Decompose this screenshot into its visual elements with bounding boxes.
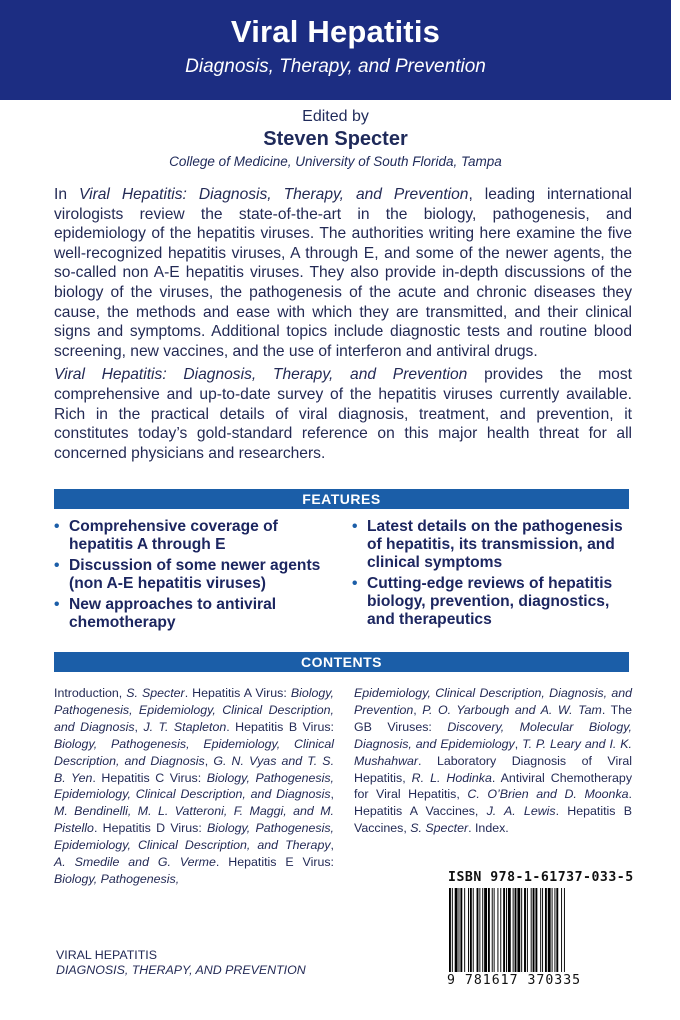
bullet-icon: • — [54, 518, 60, 535]
book-subtitle: Diagnosis, Therapy, and Prevention — [185, 56, 486, 77]
barcode-bar — [564, 888, 565, 972]
barcode-bar — [488, 888, 490, 972]
contents-segment: , — [413, 702, 423, 717]
edited-by-label: Edited by — [302, 108, 369, 125]
barcode-bar — [540, 888, 541, 972]
contents-segment: Epidemiology, Clinical Description, Diagnosis, and Prevention — [354, 686, 632, 717]
contents-segment: . Hepatitis D Virus: — [93, 821, 208, 836]
contents-segment: R. L. Hodinka — [411, 770, 492, 785]
feature-item — [54, 518, 334, 554]
description-paragraph-2 — [54, 365, 632, 463]
barcode-bar — [533, 888, 535, 972]
contents-right-column — [354, 685, 632, 837]
contents-segment: , — [204, 753, 214, 768]
barcode-bar — [449, 888, 451, 972]
isbn-label: ISBN 978-1-61737-033-5 — [448, 870, 634, 885]
p1-prefix: In — [54, 186, 79, 203]
barcode-bar — [503, 888, 505, 972]
barcode-bar — [470, 888, 472, 972]
bullet-icon: • — [54, 596, 60, 613]
description-paragraph-1 — [54, 185, 632, 361]
barcode-bar — [464, 888, 465, 972]
contents-segment: G. N. Vyas and T. S. B. Yen — [54, 753, 335, 785]
feature-item — [352, 575, 632, 629]
feature-item — [54, 596, 334, 632]
barcode-bar — [517, 888, 520, 972]
description — [54, 185, 632, 467]
barcode-bar — [513, 888, 514, 972]
p2-rest: provides the most comprehensive and up-to-date survey of the hepatitis viruses currently available. Rich in the practical details of viral diagnosis, treatment, and prevention, it constitutes today’s gold-standard reference on this major health threat for all concerned physicians and researchers. — [54, 366, 632, 462]
barcode-bar — [508, 888, 511, 972]
contents-segment: P. O. Yarbough and A. W. Tam — [422, 702, 602, 717]
contents-segment: , — [134, 719, 144, 734]
contents-segment: S. Specter — [410, 821, 469, 836]
editor-affiliation: College of Medicine, University of South Florida, Tampa — [169, 154, 502, 169]
feature-text: Latest details on the pathogenesis of hepatitis, its transmission, and clinical symptoms — [367, 518, 623, 571]
contents-left-column — [54, 685, 334, 888]
p2-title: Viral Hepatitis: Diagnosis, Therapy, and Prevention — [54, 366, 468, 384]
feature-text: Discussion of some newer agents (non A-E hepatitis viruses) — [69, 557, 321, 592]
contents-segment: , — [514, 736, 523, 751]
barcode-bar — [561, 888, 562, 972]
barcode-bar — [545, 888, 547, 972]
contents-segment: M. Bendinelli, M. L. Vatteroni, F. Maggi, and M. Pistello — [54, 804, 334, 836]
bullet-icon: • — [352, 575, 358, 592]
contents-segment: C. O’Brien and D. Moonka — [467, 787, 629, 802]
feature-text: Cutting-edge reviews of hepatitis biology, prevention, diagnostics, and therapeutics — [367, 575, 613, 628]
contents-segment: . Hepatitis A Virus: — [184, 686, 291, 700]
barcode-bar — [484, 888, 487, 972]
contents-segment: . Laboratory Diagnosis of Viral Hepatitis, — [354, 753, 632, 785]
barcode-bar — [497, 888, 498, 972]
bullet-icon: • — [54, 557, 60, 574]
barcode-bar — [460, 888, 462, 972]
contents-segment: J. A. Lewis — [486, 804, 556, 819]
contents-segment: Biology, Pathogenesis, Epidemiology, Clinical Description, and Diagnosis — [54, 736, 334, 768]
feature-text: New approaches to antiviral chemotherapy — [69, 596, 277, 631]
contents-segment: , — [330, 787, 334, 802]
barcode — [447, 888, 632, 978]
barcode-bar — [492, 888, 493, 972]
barcode-bar — [527, 888, 528, 972]
barcode-bar — [521, 888, 522, 972]
barcode-bar — [531, 888, 532, 972]
contents-segment: Biology, Pathogenesis, Epidemiology, Clinical Description, and Therapy — [54, 821, 334, 853]
contents-segment: A. Smedile and G. Verme — [54, 855, 216, 870]
contents-segment: . Hepatitis B Virus: — [226, 719, 334, 734]
barcode-bar — [535, 888, 537, 972]
barcode-bar — [479, 888, 480, 972]
feature-item — [352, 518, 632, 572]
contents-segment: . The GB Viruses: — [354, 702, 632, 734]
editor-block — [0, 108, 671, 169]
barcode-bar — [556, 888, 558, 972]
features-left-column — [54, 518, 334, 635]
feature-text: Comprehensive coverage of hepatitis A through E — [69, 518, 278, 553]
contents-segment: Introduction, — [54, 686, 127, 700]
barcode-bar — [482, 888, 483, 972]
footer-line-1: VIRAL HEPATITIS — [56, 948, 157, 962]
barcode-bar — [473, 888, 474, 972]
contents-segment: Discovery, Molecular Biology, Diagnosis, and Epidemiology — [354, 719, 632, 751]
editor-name: Steven Specter — [263, 128, 408, 150]
barcode-bar — [455, 888, 458, 972]
barcode-bar — [494, 888, 495, 972]
barcode-bar — [506, 888, 507, 972]
contents-segment: T. P. Leary and I. K. Mushahwar — [354, 736, 632, 768]
contents-segment: J. T. Stapleton — [143, 719, 227, 734]
contents-segment: . Hepatitis B Vaccines, — [354, 804, 632, 836]
p1-title: Viral Hepatitis: Diagnosis, Therapy, and Prevention — [78, 186, 469, 203]
barcode-bar — [459, 888, 460, 972]
barcode-bar — [524, 888, 526, 972]
footer — [56, 948, 306, 978]
contents-segment: S. Specter — [126, 686, 185, 700]
contents-segment: Biology, Pathogenesis, Epidemiology, Clinical Description, and Diagnosis — [54, 770, 334, 802]
contents-heading: CONTENTS — [54, 652, 629, 672]
p1-rest: , leading international virologists review the state-of-the-art in the biology, pathogenesis, and epidemiology of the hepatitis viruses. The authorities writing here examine the five well-recognized hepatitis viruses, A through E, and some of the newer agents, the so-called non A-E hepatitis viruses. They also provide in-depth discussions of the biology of the viruses, the pathogenesis of the acute and chronic diseases they cause, the methods and ease with which they are transmitted, and their clinical signs and symptoms. Additional topics include diagnostic tests and routine blood screening, new vaccines, and the use of interferon and antiviral drugs. — [54, 186, 632, 360]
bullet-icon: • — [352, 518, 358, 535]
barcode-bar — [542, 888, 543, 972]
features-list — [54, 518, 632, 648]
barcode-bar — [515, 888, 517, 972]
contents-segment: Biology, Pathogenesis, Epidemiology, Clinical Description, and Diagnosis — [54, 686, 334, 734]
barcode-digits: 9 781617 370335 — [447, 973, 582, 988]
contents-segment: . Antiviral Chemotherapy for Viral Hepatitis, — [354, 770, 633, 802]
footer-line-2: DIAGNOSIS, THERAPY, AND PREVENTION — [56, 963, 306, 977]
contents-segment: . Index. — [468, 821, 509, 836]
barcode-bar — [500, 888, 501, 972]
book-title: Viral Hepatitis — [230, 14, 441, 49]
barcode-bar — [468, 888, 469, 972]
barcode-bar — [554, 888, 555, 972]
feature-item — [54, 557, 334, 593]
contents-segment: , — [330, 838, 334, 853]
contents-segment: . Hepatitis C Virus: — [92, 770, 207, 785]
features-heading: FEATURES — [54, 489, 629, 509]
barcode-bar — [552, 888, 553, 972]
contents-segment: . Hepatitis E Virus: — [215, 855, 334, 870]
barcode-bar — [452, 888, 453, 972]
barcode-bar — [548, 888, 551, 972]
features-right-column — [352, 518, 632, 632]
contents-segment: . Hepatitis A Vaccines, — [354, 787, 632, 819]
contents-segment: Biology, Pathogenesis, — [54, 871, 180, 886]
title-banner — [0, 0, 671, 100]
barcode-bar — [477, 888, 479, 972]
